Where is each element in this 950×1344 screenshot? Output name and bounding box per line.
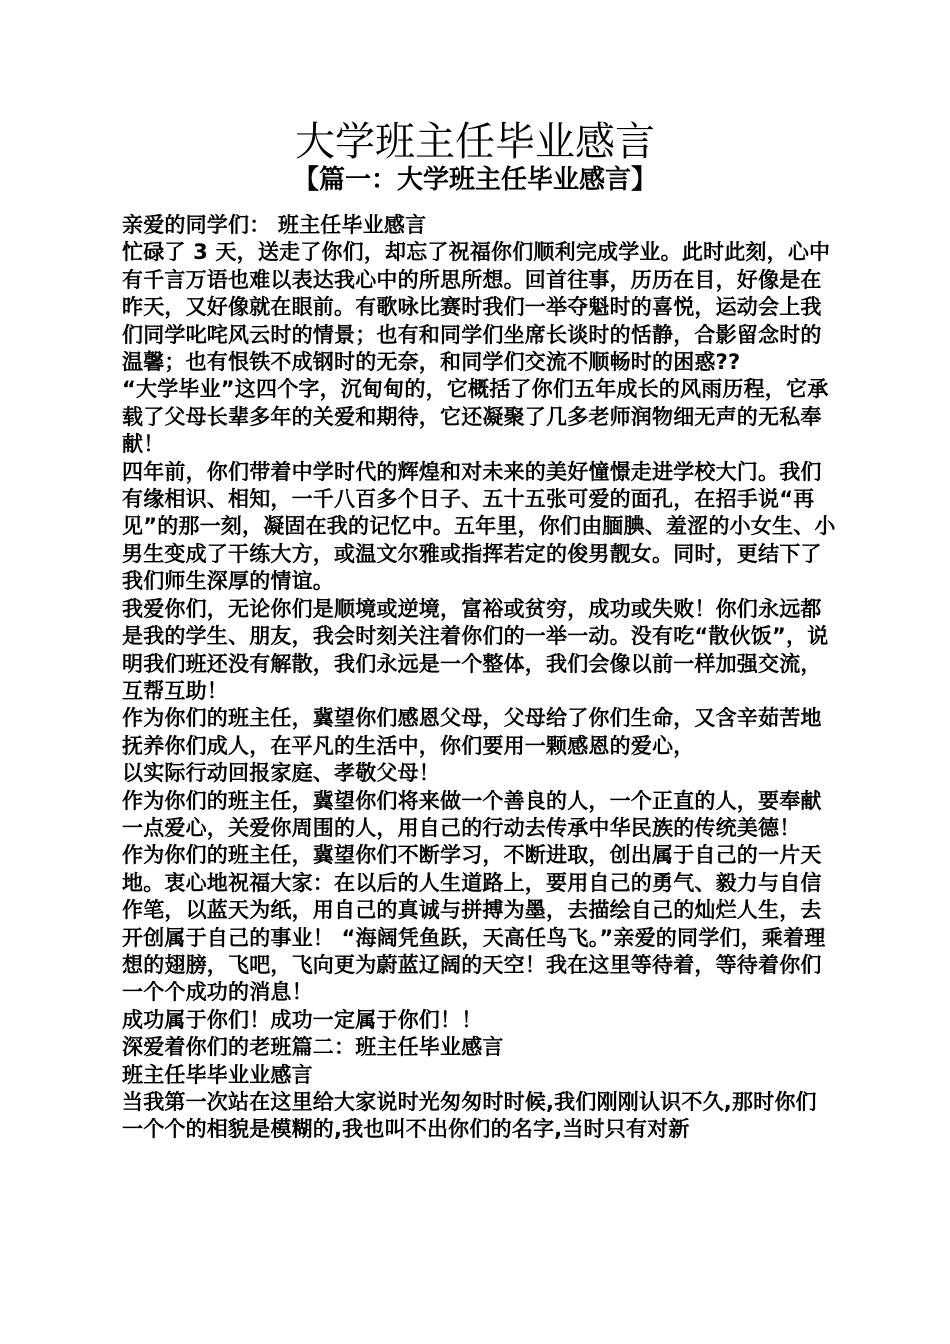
paragraph: 成功属于你们！成功一定属于你们！！ <box>122 1007 483 1032</box>
paragraph: “大学毕业”这四个字，沉甸甸的，它概括了你们五年成长的风雨历程，它承载了父母长辈多年的关爱和期待，它还凝聚了几多老师润物细无声的无私奉献！ <box>122 377 829 457</box>
paragraph: 班主任毕毕业业感言 <box>122 1062 313 1087</box>
salutation: 亲爱的同学们： 班主任毕业感言 <box>122 213 427 237</box>
document-body <box>116 212 836 1144</box>
paragraph: 作为你们的班主任，冀望你们不断学习，不断进取，创出属于自己的一片天地。衷心地祝福大家：在以后的人生道路上，要用自己的勇气、毅力与自信作笔，以蓝天为纸，用自己的真诚与拼搏为墨，去描绘自己的灿烂人生，去开创属于自己的事业！ “海阔凭鱼跃，天高任鸟飞。”亲爱的同学们，乘着理想的翅膀，飞吧，飞向更为蔚蓝辽阔的天空！我在这里等待着，等待着你们一个个成功的消息！ <box>122 843 826 1005</box>
paragraph: 作为你们的班主任，冀望你们感恩父母，父母给了你们生命，又含辛茹苦地抚养你们成人，在平凡的生活中，你们要用一颗感恩的爱心， <box>122 706 822 758</box>
paragraph: 四年前，你们带着中学时代的辉煌和对未来的美好憧憬走进学校大门。我们有缘相识、相知，一千八百多个日子、五十五张可爱的面孔，在招手说“再见”的那一刻，凝固在我的记忆中。五年里，你们由腼腆、羞涩的小女生、小男生变成了干练大方，或温文尔雅或指挥若定的俊男靓女。同时，更结下了我们师生深厚的情谊。 <box>122 459 836 594</box>
paragraph: 以实际行动回报家庭、孝敬父母！ <box>122 761 440 786</box>
section-heading: 【篇一：大学班主任毕业感言】 <box>292 165 657 195</box>
paragraph: 作为你们的班主任，冀望你们将来做一个善良的人，一个正直的人，要奉献一点爱心，关爱你周围的人，用自己的行动去传承中华民族的传统美德！ <box>122 788 822 840</box>
paragraph: 当我第一次站在这里给大家说时光匆匆时时候,我们刚刚认识不久,那时你们一个个的相貌是模糊的,我也叫不出你们的名字,当时只有对新 <box>122 1090 817 1142</box>
paragraph: 忙碌了 3 天，送走了你们，却忘了祝福你们顺利完成学业。此时此刻，心中有千言万语也难以表达我心中的所思所想。回首往事，历历在目，好像是在昨天，又好像就在眼前。有歌咏比赛时我们一举夺魁时的喜悦，运动会上我们同学叱咤风云时的情景；也有和同学们坐席长谈时的恬静，合影留念时的温馨；也有恨铁不成钢时的无奈，和同学们交流不顺畅时的困惑?? <box>122 240 831 375</box>
signature-line: 深爱着你们的老班篇二：班主任毕业感言 <box>122 1035 504 1060</box>
document-title: 大学班主任毕业感言 <box>295 119 655 165</box>
paragraph: 我爱你们，无论你们是顺境或逆境，富裕或贫穷，成功或失败！你们永远都是我的学生、朋友，我会时刻关注着你们的一举一动。没有吃“散伙饭”，说明我们班还没有解散，我们永远是一个整体，我们会像以前一样加强交流，互帮互助！ <box>122 596 829 703</box>
